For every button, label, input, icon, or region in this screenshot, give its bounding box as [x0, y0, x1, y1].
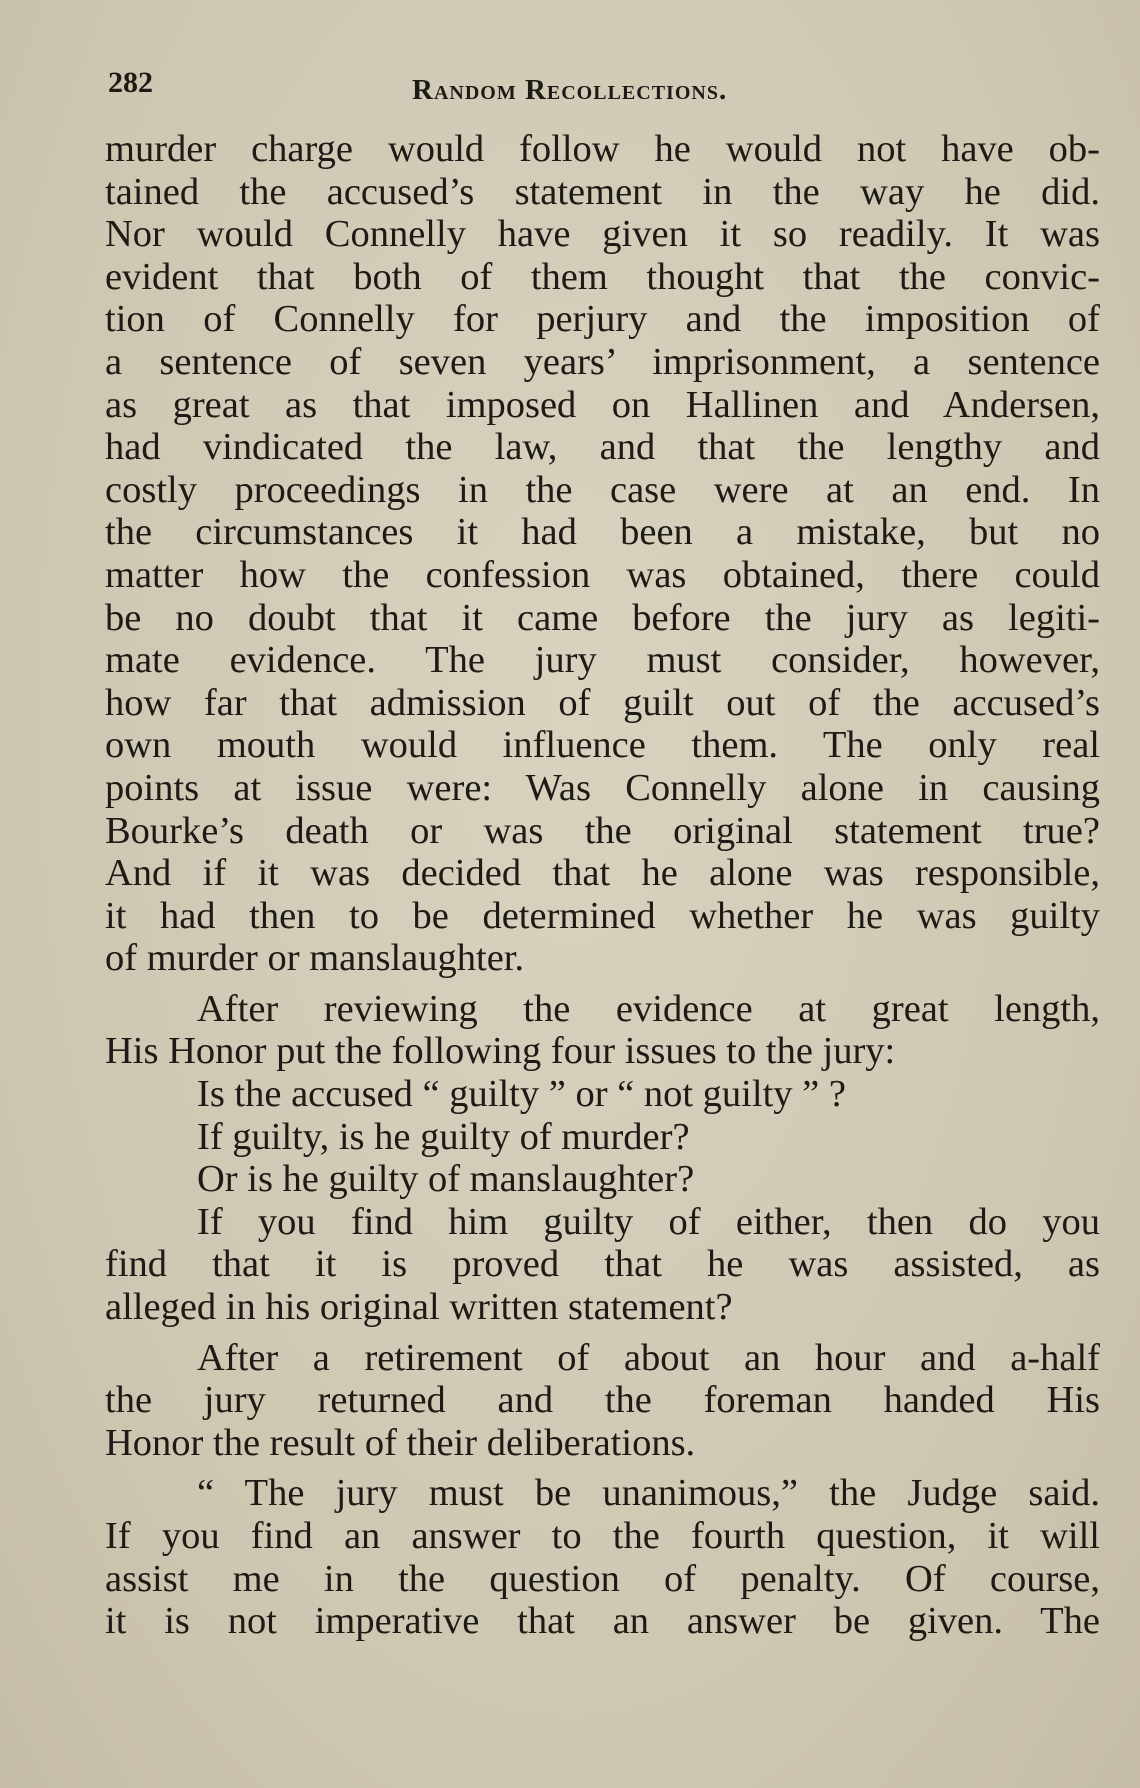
text-line: mate evidence. The jury must consider, however,	[105, 639, 1100, 682]
text-line: “ The jury must be unanimous,” the Judge said.	[197, 1472, 1100, 1515]
paragraph	[105, 1472, 1100, 1642]
text-line: alleged in his original written statement?	[105, 1286, 733, 1329]
text-line: assist me in the question of penalty. Of course,	[105, 1557, 1100, 1600]
body-text	[105, 128, 1100, 1643]
text-line: how far that admission of guilt out of the accused’s	[105, 681, 1100, 724]
running-title: Random Recollections.	[412, 74, 728, 106]
text-line: be no doubt that it came before the jury as legiti-	[105, 596, 1100, 639]
text-line: Or is he guilty of manslaughter?	[197, 1158, 695, 1201]
paragraph-gap	[105, 1464, 1100, 1472]
text-line: had vindicated the law, and that the lengthy and	[105, 426, 1100, 469]
text-line: the jury returned and the foreman handed His	[105, 1379, 1100, 1422]
text-line: a sentence of seven years’ imprisonment, a sentence	[105, 340, 1100, 383]
paragraph-gap	[105, 980, 1100, 988]
text-line: as great as that imposed on Hallinen and Andersen,	[105, 383, 1100, 426]
text-line: Is the accused “ guilty ” or “ not guilty ” ?	[197, 1073, 846, 1116]
text-line: If you find an answer to the fourth question, it will	[105, 1515, 1100, 1557]
text-line: After reviewing the evidence at great length,	[197, 987, 1100, 1030]
text-line: points at issue were: Was Connelly alone in causing	[105, 766, 1100, 809]
page-number: 282	[108, 66, 153, 99]
text-line: Honor the result of their deliberations.	[105, 1421, 696, 1464]
paragraph	[105, 1116, 1100, 1159]
paragraph	[105, 1337, 1100, 1465]
text-line: If you find him guilty of either, then do you	[197, 1200, 1100, 1243]
paragraph	[105, 1073, 1100, 1116]
paragraph	[105, 988, 1100, 1073]
text-line: own mouth would influence them. The only real	[105, 724, 1100, 767]
text-line: If guilty, is he guilty of murder?	[197, 1115, 690, 1158]
paragraph-gap	[105, 1329, 1100, 1337]
text-line: it is not imperative that an answer be given. The	[105, 1600, 1100, 1643]
paragraph	[105, 128, 1100, 980]
paragraph	[105, 1158, 1100, 1201]
text-line: evident that both of them thought that the convic-	[105, 255, 1100, 298]
text-line: find that it is proved that he was assisted, as	[105, 1243, 1100, 1286]
text-line: costly proceedings in the case were at an end. In	[105, 468, 1100, 511]
text-line: the circumstances it had been a mistake, but no	[105, 511, 1100, 554]
text-line: His Honor put the following four issues to the jury:	[105, 1030, 896, 1073]
text-line: tion of Connelly for perjury and the imposition of	[105, 298, 1100, 341]
text-line: After a retirement of about an hour and a-half	[197, 1336, 1100, 1379]
text-line: tained the accused’s statement in the way he did.	[105, 170, 1100, 213]
paragraph	[105, 1201, 1100, 1329]
text-line: matter how the confession was obtained, there could	[105, 553, 1100, 596]
text-line: Bourke’s death or was the original statement true?	[105, 809, 1100, 852]
text-line: of murder or manslaughter.	[105, 937, 525, 980]
text-line: murder charge would follow he would not have ob-	[105, 128, 1100, 170]
text-line: it had then to be determined whether he was guilty	[105, 894, 1100, 937]
text-line: Nor would Connelly have given it so readily. It was	[105, 213, 1100, 256]
text-line: And if it was decided that he alone was responsible,	[105, 852, 1100, 895]
